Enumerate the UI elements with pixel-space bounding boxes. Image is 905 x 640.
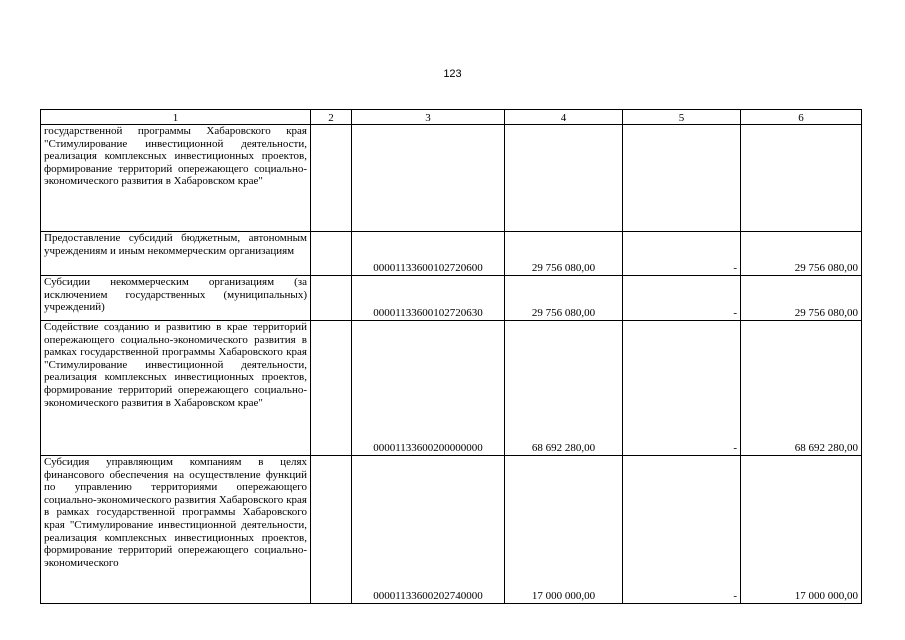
row-exec: -	[623, 276, 741, 321]
column-header-3: 3	[352, 110, 505, 125]
row-code: 00001133600102720600	[352, 232, 505, 276]
table-row	[41, 125, 862, 232]
row-total: 29 756 080,00	[741, 276, 862, 321]
row-code: 00001133600102720630	[352, 276, 505, 321]
row-col2	[311, 456, 352, 604]
row-exec: -	[623, 232, 741, 276]
header-row	[41, 110, 862, 125]
column-header-2: 2	[311, 110, 352, 125]
row-description: Предоставление субсидий бюджетным, автономным учреждениям и иным некоммерческим организациям	[41, 232, 311, 276]
row-plan: 68 692 280,00	[505, 321, 623, 456]
table-row	[41, 321, 862, 456]
row-col2	[311, 276, 352, 321]
table-row	[41, 232, 862, 276]
row-description: Субсидии некоммерческим организациям (за исключением государственных (муниципальных) учреждений)	[41, 276, 311, 321]
column-header-4: 4	[505, 110, 623, 125]
row-total	[741, 125, 862, 232]
column-header-6: 6	[741, 110, 862, 125]
row-total: 29 756 080,00	[741, 232, 862, 276]
row-code: 00001133600202740000	[352, 456, 505, 604]
row-exec: -	[623, 456, 741, 604]
column-header-1: 1	[41, 110, 311, 125]
row-code: 00001133600200000000	[352, 321, 505, 456]
table-row	[41, 276, 862, 321]
row-plan	[505, 125, 623, 232]
column-header-5: 5	[623, 110, 741, 125]
row-plan: 29 756 080,00	[505, 232, 623, 276]
row-exec: -	[623, 321, 741, 456]
row-description: государственной программы Хабаровского края "Стимулирование инвестиционной деятельности, реализация комплексных инвестиционных проектов, формирование территорий опережающего социально-экономического развития в Хабаровском крае"	[41, 125, 311, 232]
row-exec	[623, 125, 741, 232]
row-description: Содействие созданию и развитию в крае территорий опережающего социально-экономического развития в рамках государственной программы Хабаровского края "Стимулирование инвестиционной деятельности, реализация комплексных инвестиционных проектов, формирование территорий опережающего социально-экономического развития в Хабаровском крае"	[41, 321, 311, 456]
row-plan: 29 756 080,00	[505, 276, 623, 321]
row-description: Субсидия управляющим компаниям в целях финансового обеспечения на осуществление функций по управлению территориями опережающего социально-экономического развития Хабаровского края в рамках государственной программы Хабаровского края "Стимулирование инвестиционной деятельности, реализация комплексных инвестиционных проектов, формирование территорий опережающего социально-экономического	[41, 456, 311, 604]
budget-table	[40, 109, 862, 604]
row-plan: 17 000 000,00	[505, 456, 623, 604]
row-code	[352, 125, 505, 232]
row-col2	[311, 232, 352, 276]
table-row	[41, 456, 862, 604]
row-total: 68 692 280,00	[741, 321, 862, 456]
page-number: 123	[443, 68, 462, 80]
row-total: 17 000 000,00	[741, 456, 862, 604]
row-col2	[311, 321, 352, 456]
row-col2	[311, 125, 352, 232]
